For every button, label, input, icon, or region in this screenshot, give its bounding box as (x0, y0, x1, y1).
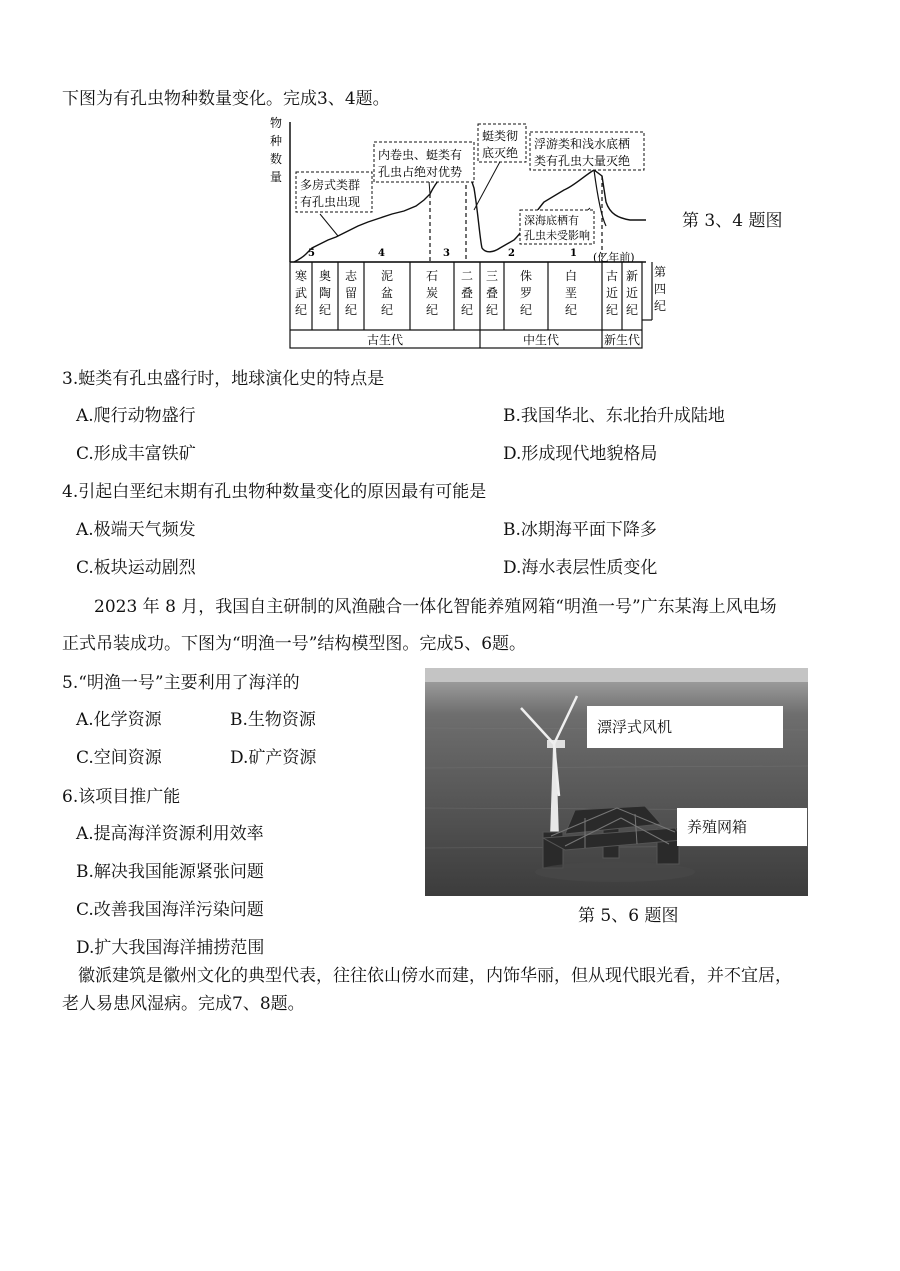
q6-option-c[interactable]: C.改善我国海洋污染问题 (76, 900, 264, 920)
tick-1: 1 (570, 248, 577, 259)
period-char: 纪 (564, 303, 578, 317)
q6-stem: 6.该项目推广能 (62, 787, 181, 807)
annotation-text: 有孔虫出现 (300, 195, 361, 209)
period-silurian: 志 (344, 269, 358, 283)
y-axis-label (270, 115, 282, 184)
q5-option-d[interactable]: D.矿产资源 (230, 748, 317, 768)
q4-option-c[interactable]: C.板块运动剧烈 (76, 558, 196, 578)
annotation-text: 内卷虫、蜓类有 (378, 148, 463, 162)
period-char: 纪 (344, 303, 358, 317)
ylabel-char: 物 (270, 116, 283, 130)
annotation-text: 孔虫占绝对优势 (378, 165, 463, 179)
period-paleogene: 古 (605, 269, 619, 283)
q3-option-d[interactable]: D.形成现代地貌格局 (503, 444, 658, 464)
period-char: 近 (625, 286, 639, 300)
period-char: 纪 (460, 303, 474, 317)
annotation-text: 深海底栖有 (524, 214, 579, 227)
ylabel-char: 数 (270, 152, 283, 166)
ylabel-char: 种 (270, 134, 283, 148)
q3-option-c[interactable]: C.形成丰富铁矿 (76, 444, 196, 464)
intro-q5-6-line1: 2023 年 8 月，我国自主研制的风渔融合一体化智能养殖网箱“明渔一号”广东某海上风电场 (94, 597, 777, 617)
period-cretaceous: 白 (564, 269, 578, 283)
period-char: 纪 (485, 303, 499, 317)
period-jurassic: 侏 (519, 269, 533, 283)
period-carboniferous: 石 (425, 269, 439, 283)
annotation-text: 多房式类群 (300, 178, 361, 192)
q5-option-a[interactable]: A.化学资源 (76, 710, 162, 730)
intro-q7-8-line2: 老人易患风湿病。完成7、8题。 (62, 994, 305, 1014)
tick-labels (308, 248, 577, 259)
mingyu-structure-photo (425, 668, 808, 896)
label-aquaculture-cage: 养殖网箱 (677, 808, 807, 846)
tick-3: 3 (443, 248, 450, 259)
q6-option-d[interactable]: D.扩大我国海洋捕捞范围 (76, 938, 265, 958)
era-paleozoic: 古生代 (366, 333, 404, 347)
period-char: 近 (605, 286, 619, 300)
period-permian: 二 (460, 269, 474, 283)
period-devonian: 泥 (380, 269, 394, 283)
q6-option-b[interactable]: B.解决我国能源紧张问题 (76, 862, 264, 882)
q3-option-b[interactable]: B.我国华北、东北抬升成陆地 (503, 406, 725, 426)
period-char: 纪 (654, 299, 667, 313)
period-char: 武 (294, 286, 308, 300)
annotation-text: 底灭绝 (482, 146, 519, 160)
period-char: 纪 (625, 303, 639, 317)
period-char: 炭 (425, 286, 439, 300)
period-char: 叠 (460, 286, 474, 300)
q5-option-c[interactable]: C.空间资源 (76, 748, 162, 768)
era-cenozoic: 新生代 (603, 333, 641, 347)
ylabel-char: 量 (270, 170, 283, 184)
period-char: 罗 (519, 286, 533, 300)
period-char: 垩 (564, 286, 578, 300)
q3-option-a[interactable]: A.爬行动物盛行 (76, 406, 196, 426)
intro-q5-6-line2: 正式吊装成功。下图为“明渔一号”结构模型图。完成5、6题。 (62, 634, 527, 654)
period-char: 叠 (485, 286, 499, 300)
wind-turbine-cage-illustration (425, 668, 808, 896)
q4-option-b[interactable]: B.冰期海平面下降多 (503, 520, 657, 540)
q5-stem: 5.“明渔一号”主要利用了海洋的 (62, 673, 300, 693)
annotation-text: 孔虫未受影响 (524, 229, 590, 242)
period-char: 留 (344, 286, 358, 300)
q3-stem: 3.蜓类有孔虫盛行时，地球演化史的特点是 (62, 369, 385, 389)
tick-2: 2 (508, 248, 515, 259)
q4-option-d[interactable]: D.海水表层性质变化 (503, 558, 658, 578)
period-char: 纪 (294, 303, 308, 317)
period-char: 纪 (318, 303, 332, 317)
figure-caption-5-6: 第 5、6 题图 (578, 906, 679, 926)
figure-caption-3-4: 第 3、4 题图 (682, 211, 783, 231)
time-unit: (亿年前) (593, 251, 635, 264)
period-cambrian: 寒 (294, 269, 308, 283)
annotation-text: 类有孔虫大量灭绝 (534, 154, 631, 168)
q4-stem: 4.引起白垩纪末期有孔虫物种数量变化的原因最有可能是 (62, 482, 487, 502)
period-triassic: 三 (485, 269, 499, 283)
intro-q7-8-line1: 徽派建筑是徽州文化的典型代表，往往依山傍水而建，内饰华丽，但从现代眼光看，并不宜居， (78, 966, 792, 986)
period-char: 四 (654, 282, 667, 296)
label-floating-turbine: 漂浮式风机 (587, 706, 783, 748)
period-char: 纪 (519, 303, 533, 317)
tick-5: 5 (308, 248, 315, 259)
annotation-text: 蜓类彻 (482, 129, 519, 143)
cretaceous-decline (594, 170, 606, 226)
foraminifera-chart (268, 114, 667, 352)
era-mesozoic: 中生代 (522, 333, 560, 347)
period-char: 陶 (318, 286, 332, 300)
q5-option-b[interactable]: B.生物资源 (230, 710, 316, 730)
q4-option-a[interactable]: A.极端天气频发 (76, 520, 196, 540)
q6-option-a[interactable]: A.提高海洋资源利用效率 (76, 824, 264, 844)
annotation-text: 浮游类和浅水底栖 (534, 137, 631, 151)
period-char: 盆 (380, 286, 394, 300)
period-char: 纪 (380, 303, 394, 317)
period-quaternary: 第 (654, 265, 667, 279)
period-neogene: 新 (625, 269, 639, 283)
period-ordovician: 奥 (318, 269, 332, 283)
period-char: 纪 (605, 303, 619, 317)
period-char: 纪 (425, 303, 439, 317)
tick-4: 4 (378, 248, 385, 259)
intro-q3-4: 下图为有孔虫物种数量变化。完成3、4题。 (62, 89, 390, 109)
